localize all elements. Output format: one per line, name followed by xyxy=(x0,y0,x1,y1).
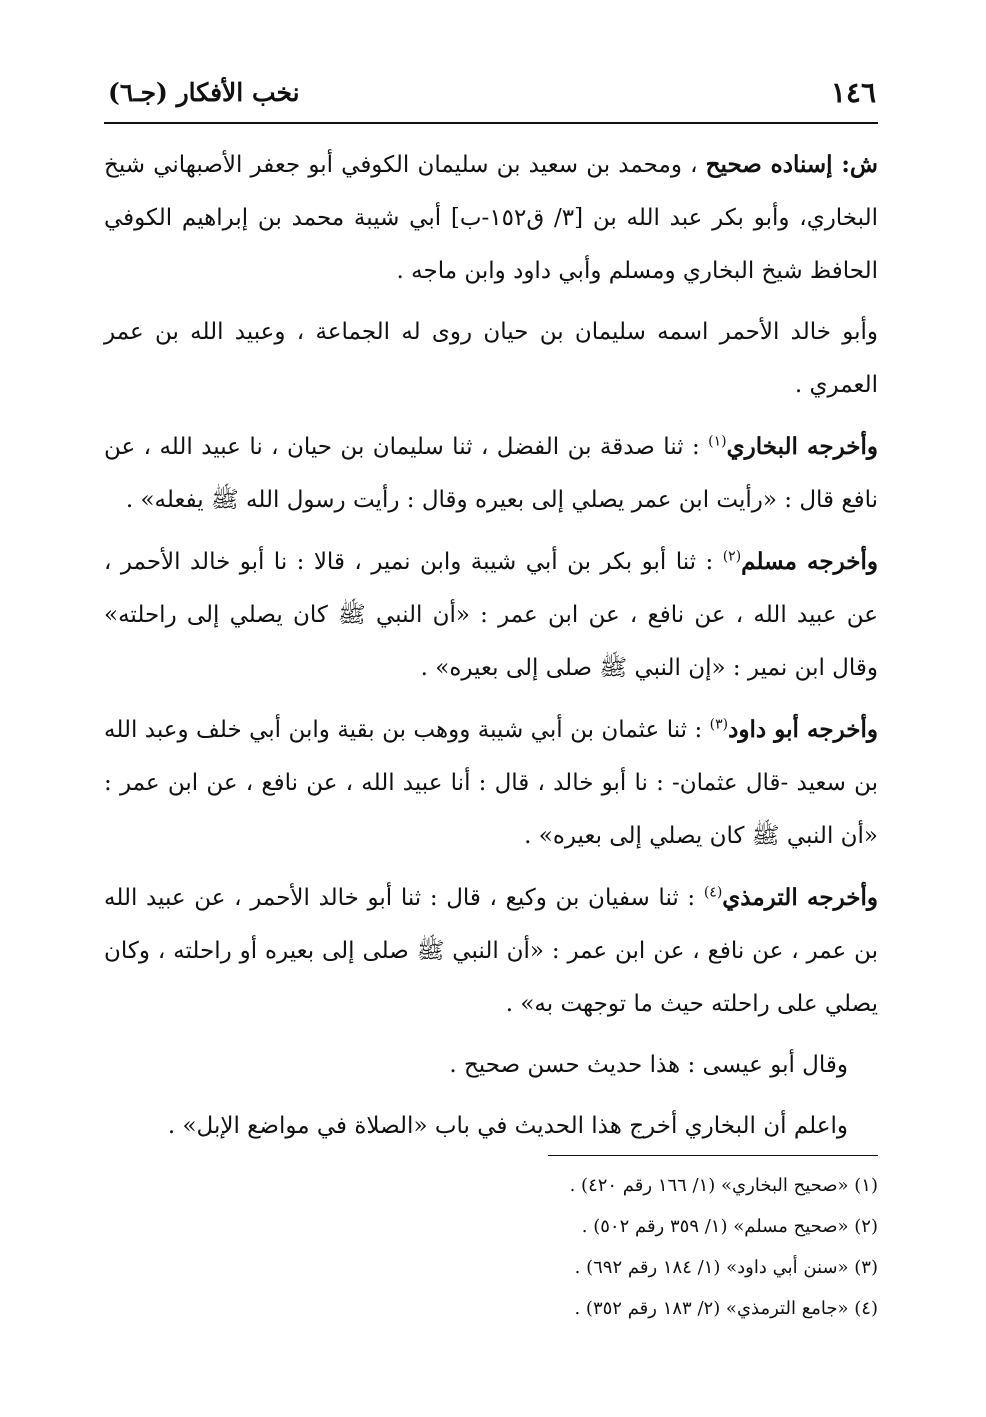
footnote-ref: (٢) xyxy=(722,548,742,565)
page-header xyxy=(108,70,876,116)
footnote-ref: (٣) xyxy=(709,716,729,733)
paragraph-lead: وأخرجه البخاري xyxy=(726,433,879,460)
paragraph-lead: وأخرجه أبو داود xyxy=(728,716,879,743)
paragraph-note xyxy=(104,1100,878,1153)
paragraph-lead: وأخرجه الترمذي xyxy=(722,884,878,911)
footnote-ref: (٤) xyxy=(703,884,723,901)
running-title: نخب الأفكار (جـ٦) xyxy=(108,78,300,107)
footnote-item: (٢) «صحيح مسلم» (١/ ٣٥٩ رقم ٥٠٢) . xyxy=(581,1216,878,1237)
paragraph-text: : ثنا أبو بكر بن أبي شيبة وابن نمير ، قالا : نا أبو خالد الأحمر ، عن عبيد الله ، عن نافع ، عن ابن عمر : «أن النبي ﷺ كان يصلي إلى راحلته» وقال ابن نمير : «إن النبي ﷺ صلى إلى بعيره» . xyxy=(104,549,878,681)
paragraph-text: : ثنا سفيان بن وكيع ، قال : ثنا أبو خالد الأحمر ، عن عبيد الله بن عمر ، عن نافع ، عن ابن عمر : «أن النبي ﷺ صلى إلى بعيره أو راحلته ، وكان يصلي على راحلته حيث ما توجهت به» . xyxy=(104,885,878,1017)
paragraph-text: ، ومحمد بن سعيد بن سليمان الكوفي أبو جعفر الأصبهاني شيخ البخاري، وأبو بكر عبد الله بن [٣/ ق١٥٢-ب] أبي شيبة محمد بن إبراهيم الكوفي الحافظ شيخ البخاري ومسلم وأبي داود وابن ماجه . xyxy=(104,152,878,284)
paragraph-isnad xyxy=(104,138,878,298)
paragraph-text: واعلم أن البخاري أخرج هذا الحديث في باب «الصلاة في مواضع الإبل» . xyxy=(167,1113,848,1139)
paragraph-abu-dawud xyxy=(104,703,878,863)
header-divider xyxy=(104,122,878,124)
footnote-item: (١) «صحيح البخاري» (١/ ١٦٦ رقم ٤٢٠) . xyxy=(569,1175,878,1196)
paragraph-bukhari xyxy=(104,420,878,527)
paragraph-muslim xyxy=(104,535,878,695)
paragraph-narrators xyxy=(104,306,878,412)
footnote-item: (٣) «سنن أبي داود» (١/ ١٨٤ رقم ٦٩٢) . xyxy=(574,1257,878,1278)
paragraph-lead: ش: إسناده صحيح xyxy=(705,151,878,178)
paragraph-text: : ثنا صدقة بن الفضل ، ثنا سليمان بن حيان ، نا عبيد الله ، عن نافع قال : «رأيت ابن عمر يصلي إلى بعيره وقال : رأيت رسول الله ﷺ يفعله» . xyxy=(104,434,878,513)
main-text xyxy=(104,138,878,1161)
footnote-ref: (١) xyxy=(708,433,727,450)
paragraph-abu-isa xyxy=(104,1039,878,1092)
footnotes xyxy=(108,1165,878,1329)
footnote-item: (٤) «جامع الترمذي» (٢/ ١٨٣ رقم ٣٥٢) . xyxy=(574,1298,878,1319)
paragraph-tirmidhi xyxy=(104,871,878,1031)
paragraph-text: وقال أبو عيسى : هذا حديث حسن صحيح . xyxy=(449,1052,848,1078)
paragraph-text: : ثنا عثمان بن أبي شيبة ووهب بن بقية وابن أبي خلف وعبد الله بن سعيد -قال عثمان- : نا أبو خالد ، قال : أنا عبيد الله ، عن نافع ، عن ابن عمر : «أن النبي ﷺ كان يصلي إلى بعيره» . xyxy=(104,717,878,849)
paragraph-lead: وأخرجه مسلم xyxy=(741,548,879,575)
footnote-divider xyxy=(548,1155,878,1156)
paragraph-text: وأبو خالد الأحمر اسمه سليمان بن حيان روى له الجماعة ، وعبيد الله بن عمر العمري . xyxy=(104,319,878,398)
page-number: ١٤٦ xyxy=(830,76,876,109)
